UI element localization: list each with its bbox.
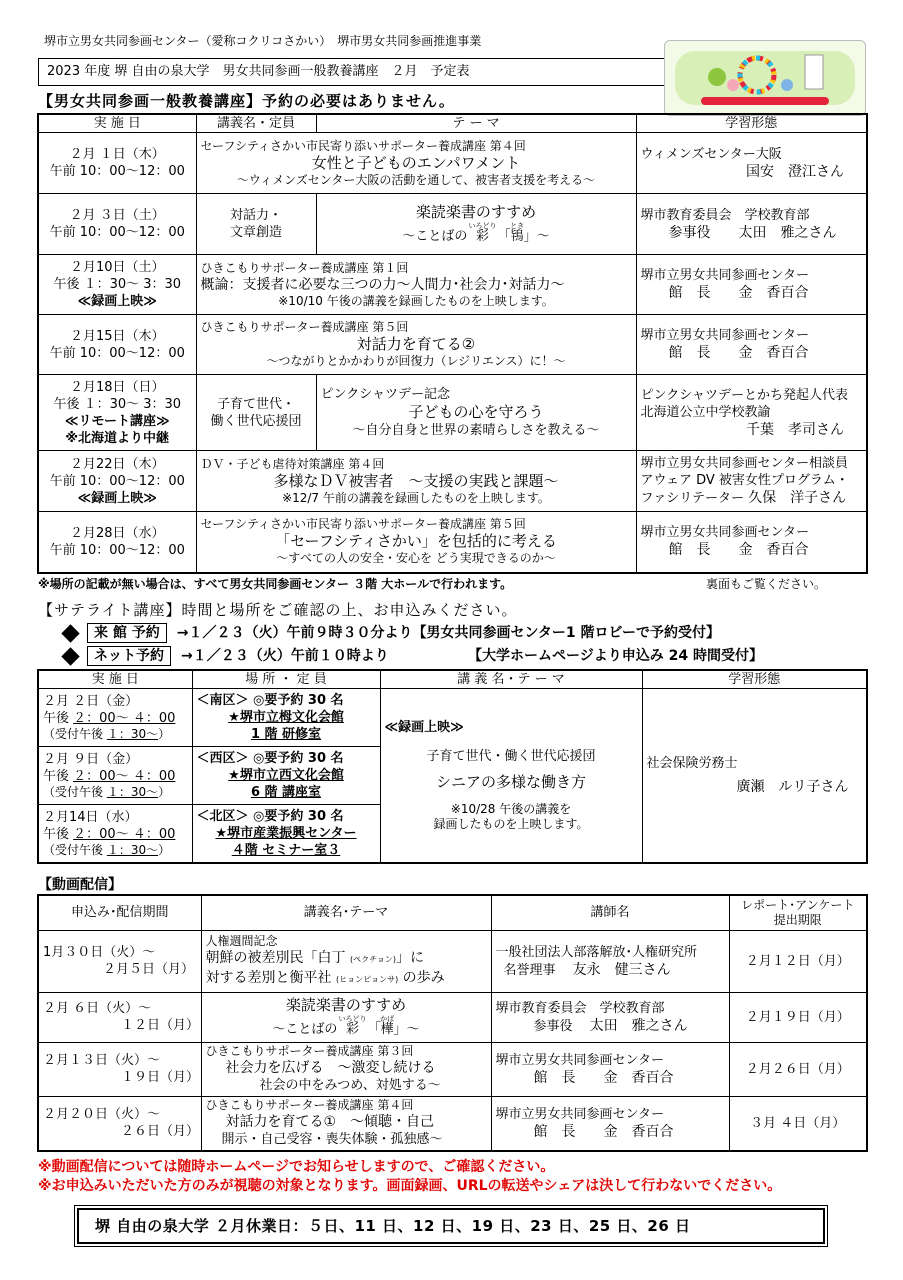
lecturer-org-2: アウェア DV 被害女性プログラム・ [640,473,849,488]
lecturer-org: 堺市立男女共同参画センター [640,268,809,283]
reception-prefix: （受付午後 [43,785,107,799]
row-date [38,375,196,451]
table-row [38,451,867,512]
lecturer-org-2: 北海道公立中学校教諭 [640,404,771,420]
lecturer-name: 久保 洋子さん [748,490,847,506]
row-period [38,930,201,992]
lecture-note: ※12/7 午前の講義を録画したものを上映します。 [282,490,550,505]
row-theme [201,930,491,992]
reception-time: １：30～ [106,842,159,857]
col-deadline: レポート･アンケート 提出期限 [729,895,867,930]
reading-note: (ペクチョン) [349,954,396,964]
col-date: 実 施 日 [38,114,196,133]
row-date [38,194,196,255]
period-end: ２月５日（月） [103,962,195,977]
date-line: ２月10日（土） [69,260,165,275]
logo [664,40,866,116]
table-row [38,992,867,1042]
video-notice-1: ※動画配信については随時ホームページでお知らせしますので、ご確認ください。 [38,1159,555,1175]
reception-time: １：30～ [106,727,159,741]
format-tag: ≪リモート講座≫ [64,413,170,429]
lecturer-name: 金 香百合 [738,542,809,559]
lecture-title: 子どもの心を守ろう [408,403,544,421]
lecturer-role: ファシリテーター [640,491,744,506]
lecture-subtitle: ～すべての人の安全・安心を どう実現できるのか～ [276,551,556,566]
lecturer-org: ウィメンズセンター大阪 [640,146,782,162]
series-label: ひきこもりサポーター養成講座 第４回 [205,1098,414,1113]
lecture-title-2-end: の歩み [398,969,445,986]
lecturer-org: 堺市立男女共同参画センター [495,1106,664,1122]
series-label: セーフシティさかい市民寄り添いサポーター養成講座 第４回 [200,138,526,153]
row-period [38,1096,201,1151]
video-table [37,894,868,1152]
series-label: ひきこもりサポーター養成講座 第３回 [205,1044,414,1058]
table-row [38,375,867,451]
time-line: 午前 10：00～12：00 [49,473,185,489]
reception-prefix: （受付午後 [43,842,107,857]
section2-heading: 【サテライト講座】時間と場所をご確認の上、お申込みください。 [38,601,518,619]
row-date [38,512,196,573]
col-date: 実 施 日 [38,670,192,689]
lecturer-name: 国安 澄江さん [746,163,844,180]
time-range: ２：00～ ４：00 [73,711,176,726]
lecturer-role: 参事役 [533,1018,573,1034]
lecturer-name: 太田 雅之さん [589,1017,688,1034]
table-row [38,689,867,747]
lecture-title: 楽読楽書のすすめ [285,996,407,1014]
video-notice-2: ※お申込みいただいた方のみが視聴の対象となります。画面録画、URLの転送やシェアは決して行わないでください。 [38,1178,782,1194]
row-venue [192,805,380,863]
venue-area: ＜南区＞ ◎要予約 30 名 [196,693,344,708]
time-line: 午前 10：00～12：00 [49,225,185,240]
format-tag: ≪録画上映≫ [77,294,157,309]
format-note: ※北海道より中継 [65,430,170,446]
row-date [38,315,196,375]
row-deadline: ２月２６日（月） [729,1042,867,1096]
venue-name: ★堺市立栂文化会館 [228,710,344,725]
row-lecturer [491,1042,729,1096]
row-lecturer [636,451,867,512]
format-tag: ≪録画上映≫ [384,719,464,735]
series-label: ひきこもりサポーター養成講座 第５回 [200,320,409,334]
reception-prefix: （受付午後 [43,727,107,741]
lecture-subtitle: ～ウィメンズセンター大阪の活動を通して、被害者支援を考える～ [236,172,596,187]
lecturer-org: 一般社団法人部落解放･人権研究所 [495,944,698,960]
lecturer-org: ピンクシャツデーとかち発起人代表 [640,387,848,403]
diamond-icon [61,624,79,642]
col-format: 学習形態 [642,670,867,689]
row-lecturer [636,315,867,375]
lecture-title: 社会力を広げる ～激変し続ける [225,1060,436,1076]
period-end: １２日（月） [121,1018,200,1033]
row-period [38,992,201,1042]
lecturer-role: 参事役 [668,224,711,241]
diamond-icon [61,647,79,665]
lecturer-name: 金 香百合 [603,1123,674,1140]
lecture-title-end: 」に [395,949,424,966]
lecturer-org: 堺市立男女共同参画センター [640,328,809,343]
lecturer-role: 館 長 [533,1069,576,1086]
lecturer-role: 館 長 [533,1123,576,1140]
row-theme [316,194,636,255]
row-lecturer [636,255,867,315]
table-row [38,194,867,255]
table-row [38,930,867,992]
lecture-title: 朝鮮の被差別民「白丁 [205,949,350,966]
row-theme [201,1042,491,1096]
row-theme [196,133,636,194]
header-org: 堺市立男女共同参画センター（愛称コクリコさかい） 堺市男女共同参画推進事業 [44,34,482,48]
lecture-title: 概論：支援者に必要な三つの力～人間力･社会力･対話力～ [200,276,565,293]
col-theme: 講義名･テーマ [201,895,491,930]
venue-room: 6 階 講座室 [250,785,322,800]
lecturer-name: 友永 健三さん [572,961,671,978]
row-venue [192,747,380,805]
venue-name: ★堺市立西文化会館 [228,768,344,783]
time-line: 午前 10：00～12：00 [49,542,185,558]
holiday-text: 堺 自由の泉大学 ２月休業日：５日、11 日、12 日、19 日、23 日、25 日、26 日 [95,1217,691,1235]
section1-heading: 【男女共同参画一般教養講座】予約の必要はありません。 [38,92,455,110]
lecturer-role: 館 長 [668,345,711,361]
lecture-subtitle: ～自分自身と世界の素晴らしさを教える～ [352,423,600,438]
satellite-lecturer [642,689,867,863]
series-label: セーフシティさかい市民寄り添いサポーター養成講座 第５回 [200,517,526,532]
row-theme [196,451,636,512]
period-start: ２月 ６日（火）～ [43,1001,152,1016]
lecture-title: シニアの多様な働き方 [435,772,586,791]
holiday-box [77,1208,825,1244]
lecture-title: 楽読楽書のすすめ [415,203,537,221]
lecturer-org: 堺市立男女共同参画センター相談員 [640,456,848,471]
lecture-title: 「セーフシティさかい」を包括的に考える [275,532,557,551]
row-deadline: ３月 ４日（月） [729,1096,867,1151]
time-prefix: 午後 [43,826,74,842]
lecturer-name: 金 香百合 [603,1069,674,1086]
date-line: ２月 ２日（金） [43,694,139,709]
table-row [38,1096,867,1151]
lecture-subtitle: 社会の中をみつめ、対処する～ [259,1078,441,1093]
table-row [38,512,867,573]
lecture-title: 対話力を育てる① ～傾聴・自己 [225,1114,435,1131]
lecturer-org: 堺市立男女共同参画センター [640,525,809,541]
lecturer-org: 堺市立男女共同参画センター [495,1052,664,1068]
venue-room: 1 階 研修室 [250,727,322,742]
col-theme: 講 義 名・テ ー マ [380,670,642,689]
series-label: ピンクシャツデー記念 [320,387,450,402]
logo-graphic [665,41,865,115]
venue-room: ４階 セミナー室３ [231,842,341,858]
reception-time: １：30～ [106,785,159,799]
row-date [38,747,192,805]
col-lecturer: 講師名 [491,895,729,930]
lecture-title: 女性と子どものエンパワメント [311,153,521,172]
video-table-header [38,895,867,930]
row-lecturer [636,375,867,451]
lecture-subtitle: ～ことばの 彩いろどり 「鴇とき」～ [402,222,550,244]
series-label: ＤＶ・子ども虐待対策講座 第４回 [200,456,385,471]
lecturer-name: 金 香百合 [738,345,809,361]
reading-note-2: (ヒョンピョンサ) [335,974,399,984]
date-line: ２月14日（水） [43,809,138,825]
course-name: 子育て世代・ 働く世代応援団 [196,375,316,451]
row-date [38,805,192,863]
row-date [38,451,196,512]
table-row [38,255,867,315]
lecturer-name: 太田 雅之さん [738,224,837,241]
time-line: 午後 １：30～ 3：30 [53,396,182,412]
walkin-text: →１／２３（火）午前９時３０分より【男女共同参画センター1 階ロビーで予約受付】 [176,625,720,641]
see-back-note: 裏面もご覧ください。 [706,577,827,591]
reception-suffix: ） [158,727,171,741]
lecture-subtitle: ～ことばの 彩いろどり 「樺かば」～ [272,1015,420,1037]
lecture-note-2: 録画したものを上映します。 [433,816,589,831]
time-line: 午前 10：00～12：00 [49,164,185,179]
col-venue: 場 所 ・ 定 員 [192,670,380,689]
page-title [38,58,668,86]
date-line: ２月15日（木） [69,328,165,344]
period-end: １９日（月） [121,1070,200,1085]
time-line: 午後 １：30～ 3：30 [53,277,182,292]
online-hours: 【大学ホームページより申込み 24 時間受付】 [468,648,763,664]
lecture-subtitle: 開示・自己受容・喪失体験・孤独感～ [221,1132,443,1148]
row-theme [201,992,491,1042]
row-theme [196,255,636,315]
date-line: ２月 ９日（金） [43,752,139,767]
time-range: ２：00～ ４：00 [73,826,176,842]
row-deadline: ２月１９日（月） [729,992,867,1042]
section3-heading: 【動画配信】 [38,877,122,893]
table-row [38,1042,867,1096]
lecture-note: ※10/28 午後の講義を [450,801,572,816]
lecture-title: 多様なＤＶ被害者 ～支援の実践と課題～ [273,471,559,490]
online-label: ネット予約 [87,646,171,666]
row-date [38,133,196,194]
period-start: ２月２０日（火）～ [43,1107,161,1123]
course-name: 対話力・ 文章創造 [196,194,316,255]
table-row [38,315,867,375]
row-theme [196,315,636,375]
series-label: ひきこもりサポーター養成講座 第１回 [200,260,409,275]
satellite-table-header [38,670,867,689]
lecture-subtitle: ～つながりとかかわりが回復力（レジリエンス）に！～ [266,354,566,368]
lecturer-org: 堺市教育委員会 学校教育部 [495,1000,665,1016]
lecturer-role: 館 長 [668,285,711,301]
row-date [38,689,192,747]
row-lecturer [636,194,867,255]
row-lecturer [491,992,729,1042]
date-line: ２月18日（日） [69,379,165,395]
lecture-note: ※10/10 午後の講義を録画したものを上映します。 [278,293,554,308]
col-format: 学習形態 [636,114,867,133]
time-prefix: 午後 [43,769,74,784]
time-prefix: 午後 [43,711,74,726]
course-name: 子育て世代・働く世代応援団 [426,748,596,764]
format-tag: ≪録画上映≫ [77,490,157,506]
venue-area: ＜西区＞ ◎要予約 30 名 [196,751,344,766]
lecture-table [37,113,868,574]
lecturer-role: 社会保険労務士 [646,755,738,771]
row-theme [316,375,636,451]
time-range: ２：00～ ４：00 [73,769,176,784]
reception-suffix: ） [158,842,171,857]
row-theme [196,512,636,573]
row-lecturer [491,930,729,992]
lecture-title-2: 対する差別と衡平社 [205,969,336,986]
walkin-label: 来 館 予約 [87,623,167,643]
date-line: ２月 １日（木） [69,147,165,162]
reservation-walkin [48,623,720,643]
lecturer-name: 金 香百合 [738,285,809,301]
venue-note: ※場所の記載が無い場合は、すべて男女共同参画センター ３階 大ホールで行われます。 [38,577,513,591]
row-lecturer [636,512,867,573]
time-line: 午前 10：00～12：00 [49,345,185,361]
series-label: 人権週間記念 [205,933,278,948]
row-date [38,255,196,315]
period-start: 1月３０日（火）～ [43,945,156,960]
lecturer-role: 館 長 [668,542,711,559]
venue-area: ＜北区＞ ◎要予約 30 名 [196,808,344,824]
lecture-title: 対話力を育てる② [356,335,476,353]
page-title-text: 2023 年度 堺 自由の泉大学 男女共同参画一般教養講座 ２月 予定表 [47,64,470,79]
row-deadline: ２月１２日（月） [729,930,867,992]
period-start: ２月１３日（火）～ [43,1053,161,1068]
date-line: ２月22日（木） [69,456,165,472]
col-theme: テ ー マ [316,114,636,133]
lecturer-role: 名誉理事 [503,962,556,978]
row-theme [201,1096,491,1151]
satellite-theme [380,689,642,863]
date-line: ２月 ３日（土） [69,208,165,223]
venue-name: ★堺市産業振興センター [215,825,357,841]
col-period: 申込み･配信期間 [38,895,201,930]
satellite-table [37,669,868,864]
reservation-online [48,646,389,666]
period-end: ２６日（月） [121,1124,200,1140]
row-period [38,1042,201,1096]
lecturer-name: 千葉 孝司さん [746,421,844,438]
col-course: 講義名・定員 [196,114,316,133]
lecturer-org: 堺市教育委員会 学校教育部 [640,207,810,223]
lecture-table-header [38,114,867,133]
row-lecturer [491,1096,729,1151]
online-text: →１／２３（火）午前１０時より [181,648,389,664]
table-row [38,133,867,194]
lecturer-name: 廣瀬 ルリ子さん [736,778,849,795]
reception-suffix: ） [158,785,171,799]
date-line: ２月28日（水） [69,525,165,541]
row-lecturer [636,133,867,194]
row-venue [192,689,380,747]
